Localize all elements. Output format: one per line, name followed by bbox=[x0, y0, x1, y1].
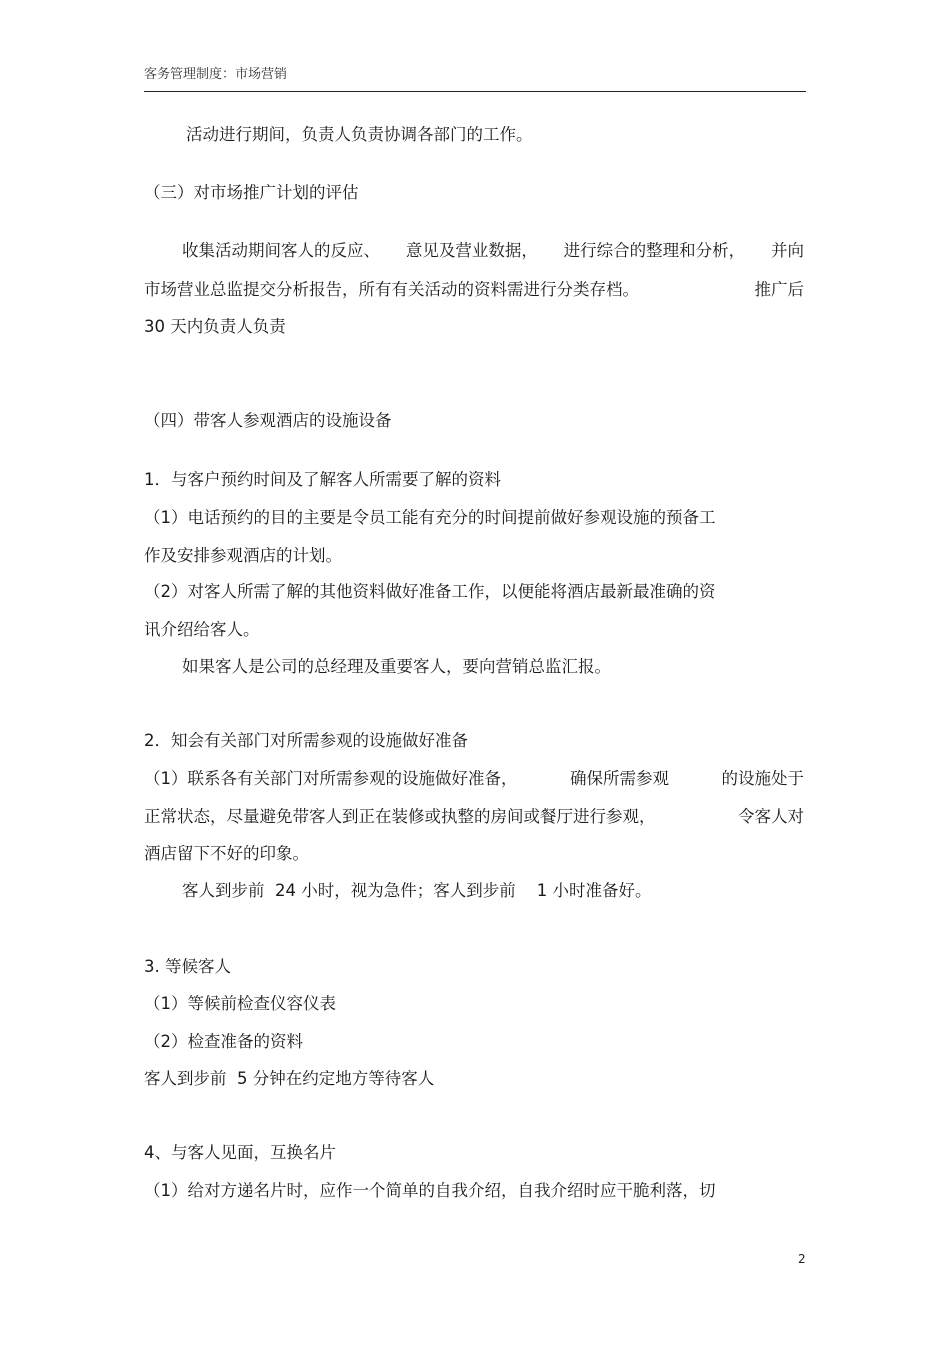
running-header: 客务管理制度：市场营销 bbox=[144, 67, 288, 82]
paragraph-line: 讯介绍给客人。 bbox=[144, 620, 260, 639]
item-heading-4: 4、与客人见面，互换名片 bbox=[144, 1143, 336, 1162]
section-heading-3: （三）对市场推广计划的评估 bbox=[144, 183, 359, 202]
text-segment: （1）联系各有关部门对所需参观的设施做好准备， bbox=[144, 769, 518, 788]
paragraph-line: 如果客人是公司的总经理及重要客人，要向营销总监汇报。 bbox=[182, 657, 611, 676]
text-segment: 意见及营业数据， bbox=[405, 241, 538, 260]
paragraph-line bbox=[144, 768, 804, 790]
paragraph-line bbox=[182, 240, 804, 262]
paragraph-line: 客人到步前 24 小时，视为急件；客人到步前 1 小时准备好。 bbox=[182, 881, 652, 900]
text-segment: 正常状态，尽量避免带客人到正在装修或执整的房间或餐厅进行参观， bbox=[144, 807, 656, 826]
paragraph-line: （1）电话预约的目的主要是令员工能有充分的时间提前做好参观设施的预备工 bbox=[144, 508, 716, 527]
paragraph-line: 30 天内负责人负责 bbox=[144, 317, 286, 336]
section-heading-4: （四）带客人参观酒店的设施设备 bbox=[144, 411, 392, 430]
text-segment: 收集活动期间客人的反应、 bbox=[182, 241, 380, 260]
text-segment: 进行综合的整理和分析， bbox=[563, 241, 746, 260]
paragraph-line: 客人到步前 5 分钟在约定地方等待客人 bbox=[144, 1069, 435, 1088]
paragraph-line: 活动进行期间，负责人负责协调各部门的工作。 bbox=[186, 125, 533, 144]
paragraph-line bbox=[144, 806, 804, 828]
text-segment: 并向 bbox=[770, 241, 804, 260]
item-heading-2: 2．知会有关部门对所需参观的设施做好准备 bbox=[144, 731, 468, 750]
header-rule bbox=[144, 91, 806, 92]
item-heading-1: 1．与客户预约时间及了解客人所需要了解的资料 bbox=[144, 470, 501, 489]
paragraph-line: （1）给对方递名片时，应作一个简单的自我介绍，自我介绍时应干脆利落，切 bbox=[144, 1181, 716, 1200]
text-segment: 令客人对 bbox=[738, 807, 804, 826]
paragraph-line bbox=[144, 279, 804, 301]
text-segment: 的设施处于 bbox=[721, 769, 804, 788]
text-segment: 确保所需参观 bbox=[570, 769, 669, 788]
paragraph-line: （2）检查准备的资料 bbox=[144, 1032, 303, 1051]
paragraph-line: （2）对客人所需了解的其他资料做好准备工作，以便能将酒店最新最准确的资 bbox=[144, 582, 716, 601]
paragraph-line: （1）等候前检查仪容仪表 bbox=[144, 994, 336, 1013]
text-segment: 推广后 bbox=[754, 280, 804, 299]
item-heading-3: 3. 等候客人 bbox=[144, 957, 231, 976]
text-segment: 市场营业总监提交分析报告，所有有关活动的资料需进行分类存档。 bbox=[144, 280, 639, 299]
paragraph-line: 作及安排参观酒店的计划。 bbox=[144, 546, 342, 565]
page-number: 2 bbox=[798, 1252, 806, 1266]
paragraph-line: 酒店留下不好的印象。 bbox=[144, 844, 309, 863]
